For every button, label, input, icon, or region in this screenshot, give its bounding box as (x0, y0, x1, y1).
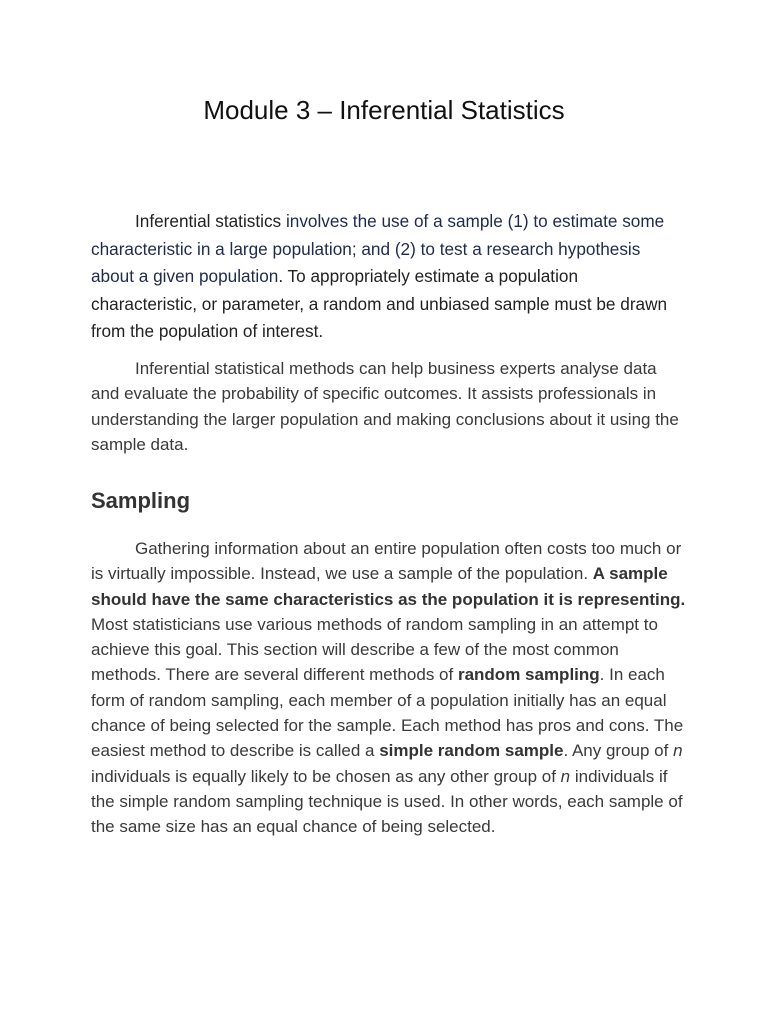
intro-highlighted-text: involves the use of a sample (1) to estimate some characteristic in a large population; and (2) to test a research hypothesis about a given population (91, 211, 665, 287)
sampling-text-6: individuals if the simple random sampling technique is used. In other words, each sample of the same size has an equal chance of being selected. (91, 766, 683, 837)
intro-tail-text: . To appropriately estimate a population characteristic, or parameter, a random and unbiased sample must be drawn from the population of interest. (91, 266, 668, 342)
sampling-paragraph (91, 536, 686, 840)
business-paragraph: Inferential statistical methods can help business experts analyse data and evaluate the probability of specific outcomes. It assists professionals in understanding the larger population and making conclusions about it using the sample data. (91, 359, 679, 454)
sampling-bold-3: simple random sample (379, 741, 564, 761)
sampling-italic-n-1: n (673, 741, 683, 761)
sampling-text-3: . In each form of random sampling, each member of a population initially has an equal chance of being selected for the sample. Each method has pros and cons. The easiest method to describe is called a (91, 665, 684, 761)
sampling-bold-2: random sampling (457, 665, 600, 685)
sampling-italic-n-2: n (560, 766, 571, 786)
sampling-bold-1: A sample should have the same characteristics as the population it is representing. (91, 564, 686, 609)
intro-paragraph (91, 208, 686, 346)
sampling-text-5: individuals is equally likely to be chosen as any other group of (91, 766, 561, 786)
sampling-text-4: . Any group of (563, 741, 674, 761)
sampling-text-2: Most statisticians use various methods of random sampling in an attempt to achieve this goal. This section will describe a few of the most common methods. There are several different methods of (91, 614, 658, 685)
intro-lead-text: Inferential statistics (135, 211, 286, 231)
page-title: Module 3 – Inferential Statistics (203, 95, 565, 125)
sampling-text-1: Gathering information about an entire population often costs too much or is virtually impossible. Instead, we use a sample of the population. (91, 539, 682, 584)
section-heading-sampling: Sampling (91, 488, 191, 513)
